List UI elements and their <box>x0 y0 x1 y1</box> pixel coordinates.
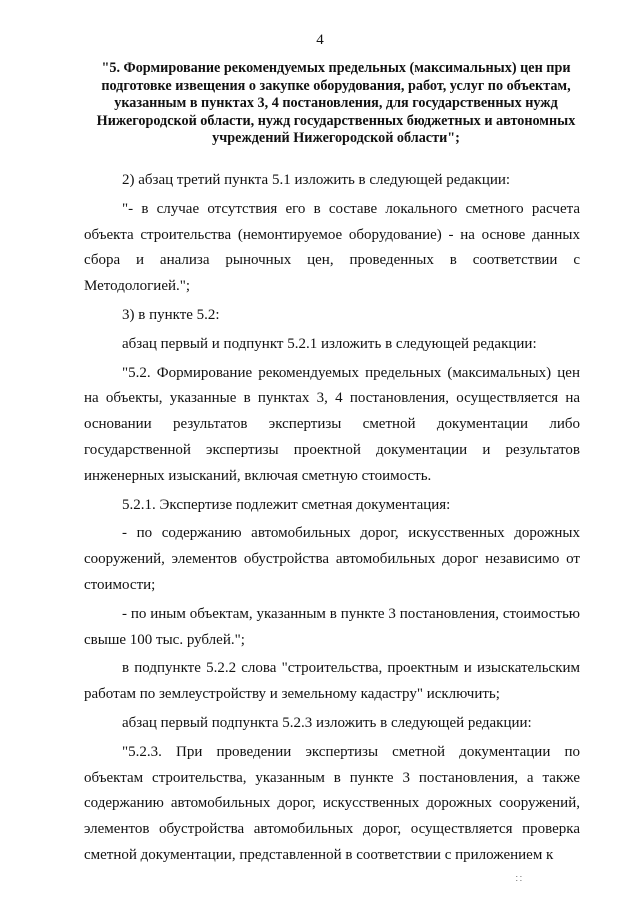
paragraph: 3) в пункте 5.2: <box>122 306 220 323</box>
paragraph: "- в случае отсутствия его в составе локального сметного расчета объекта строительства (немонтируемое оборудование) - на основе данных сбора и анализа рыночных цен, проведенных в соответствии с Методологией."; <box>84 200 580 295</box>
paragraph: "5.2. Формирование рекомендуемых предельных (максимальных) цен на объекты, указанные в пунктах 3, 4 постановления, осуществляется на основании результатов экспертизы сметной документации либо государственной экспертизы проектной документации и результатов инженерных изысканий, включая сметную стоимость. <box>84 364 580 484</box>
scan-mark-icon: ∷ <box>515 874 522 885</box>
page-number: 4 <box>316 32 324 48</box>
section-heading: "5. Формирование рекомендуемых предельных (максимальных) цен при подготовке извещения о закупке оборудования, работ, услуг по объектам, указанным в пунктах 3, 4 постановления, для государственных нужд Нижегородской области, нужд государственных бюджетных и автономных учреждений Нижегородской области"; <box>96 60 576 146</box>
paragraph: - по иным объектам, указанным в пункте 3 постановления, стоимостью свыше 100 тыс. рублей."; <box>84 605 580 648</box>
paragraph: абзац первый и подпункт 5.2.1 изложить в следующей редакции: <box>122 335 537 352</box>
paragraph: - по содержанию автомобильных дорог, искусственных дорожных сооружений, элементов обустройства автомобильных дорог независимо от стоимости; <box>84 525 580 593</box>
paragraph: 2) абзац третий пункта 5.1 изложить в следующей редакции: <box>122 172 511 188</box>
paragraph: абзац первый подпункта 5.2.3 изложить в следующей редакции: <box>122 714 532 731</box>
paragraph: "5.2.3. При проведении экспертизы сметной документации по объектам строительства, указанным в пункте 3 постановления, а также содержанию автомобильных дорог, искусственных дорожных сооружений, элементов обустройства автомобильных дорог, осуществляется проверка сметной документации, представленной в соответствии с приложением к <box>84 743 580 863</box>
paragraph: 5.2.1. Экспертизе подлежит сметная документация: <box>122 496 451 513</box>
paragraph: в подпункте 5.2.2 слова "строительства, проектным и изыскательским работам по землеустройству и земельному кадастру" исключить; <box>84 660 580 703</box>
document-body <box>84 168 580 869</box>
